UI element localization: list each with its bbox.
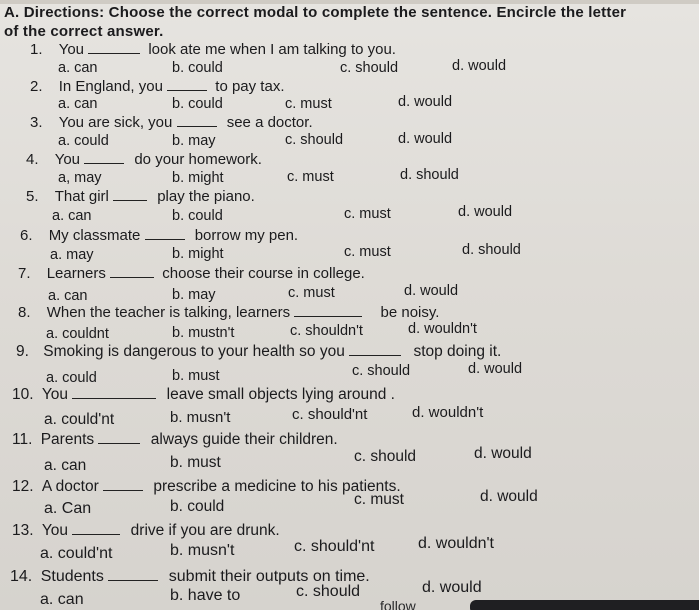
option-b[interactable]: b. mustn't [172, 325, 235, 341]
option-b[interactable]: b. may [172, 287, 216, 303]
option-a[interactable]: a. couldnt [46, 326, 109, 342]
question-text-end: drive if you are drunk. [130, 522, 280, 539]
question-2 [30, 78, 285, 95]
answer-blank[interactable] [88, 41, 140, 54]
question-text-start: Parents [40, 431, 95, 448]
question-number: 13. [12, 522, 34, 539]
question-number: 5. [26, 188, 39, 205]
question-text-start: You [54, 151, 80, 168]
question-number: 14. [10, 568, 33, 585]
option-d[interactable]: d. would [468, 361, 523, 377]
option-a[interactable]: a. can [58, 60, 98, 76]
option-a[interactable]: a. could'nt [44, 411, 115, 428]
answer-blank[interactable] [103, 478, 143, 491]
option-b[interactable]: b. might [172, 170, 224, 186]
directions-line-2: of the correct answer. [4, 23, 164, 40]
option-d[interactable]: d. would [452, 58, 507, 74]
question-11 [12, 431, 338, 449]
answer-blank[interactable] [108, 568, 158, 581]
question-text-start: Students [40, 568, 104, 585]
answer-blank[interactable] [167, 78, 207, 91]
option-d[interactable]: d. would [404, 283, 459, 299]
answer-blank[interactable] [98, 431, 140, 444]
question-text-start: A doctor [41, 478, 99, 495]
option-d[interactable]: d. would [458, 204, 513, 220]
question-text-start: You [41, 522, 69, 539]
option-a[interactable]: a. can [44, 457, 87, 474]
option-c[interactable]: c. should [296, 583, 361, 600]
option-b[interactable]: b. must [172, 368, 220, 384]
question-4 [26, 151, 262, 168]
question-text-end: choose their course in college. [162, 265, 365, 282]
dark-overlay-strip [470, 600, 699, 610]
question-9 [16, 343, 501, 361]
question-6 [20, 227, 298, 244]
question-3 [30, 114, 313, 131]
option-b[interactable]: b. might [172, 246, 224, 262]
option-c[interactable]: c. should [285, 132, 344, 148]
question-text-end: submit their outputs on time. [168, 568, 370, 585]
question-text-end: borrow my pen. [194, 227, 299, 244]
question-number: 10. [12, 386, 34, 403]
question-number: 6. [20, 227, 33, 244]
option-c[interactable]: c. shouldn't [290, 323, 363, 339]
option-c[interactable]: c. must [354, 491, 404, 508]
question-text-end: always guide their children. [150, 431, 338, 448]
option-c[interactable]: c. must [285, 96, 332, 112]
question-number: 7. [18, 265, 31, 282]
question-text-start: Smoking is dangerous to your health so you [43, 343, 345, 360]
question-text-end: play the piano. [157, 188, 255, 205]
question-text-end: see a doctor. [226, 114, 313, 131]
option-c[interactable]: c. must [344, 206, 391, 222]
option-d[interactable]: d. should [400, 167, 459, 183]
option-c[interactable]: c. should'nt [292, 406, 368, 423]
option-c[interactable]: c. should'nt [294, 538, 375, 555]
question-12 [12, 478, 401, 496]
question-text-end: do your homework. [134, 151, 262, 168]
answer-blank[interactable] [110, 265, 154, 278]
option-d[interactable]: d. would [480, 488, 538, 505]
question-1 [30, 41, 396, 58]
question-number: 11. [12, 431, 33, 448]
option-b[interactable]: b. musn't [170, 409, 231, 426]
answer-blank[interactable] [72, 522, 120, 535]
question-text-start: Learners [46, 265, 106, 282]
option-a[interactable]: a. can [40, 591, 84, 608]
question-text-start: You [41, 386, 69, 403]
question-text-end: look ate me when I am talking to you. [148, 41, 396, 58]
answer-blank[interactable] [84, 151, 124, 164]
question-number: 9. [16, 343, 29, 360]
answer-blank[interactable] [294, 304, 362, 317]
answer-blank[interactable] [72, 386, 156, 399]
question-5 [26, 188, 255, 205]
question-text-start: You [58, 41, 84, 58]
question-number: 8. [18, 304, 31, 321]
option-b[interactable]: b. could [172, 96, 223, 112]
option-a[interactable]: a, may [58, 170, 102, 186]
option-b[interactable]: b. may [172, 133, 216, 149]
question-8 [18, 304, 439, 321]
option-b[interactable]: b. must [170, 454, 221, 471]
option-d[interactable]: d. should [462, 242, 521, 258]
option-a[interactable]: a. may [50, 247, 94, 263]
question-number: 2. [30, 78, 43, 95]
option-a[interactable]: a. could [46, 370, 97, 386]
option-d[interactable]: d. would [398, 131, 453, 147]
option-c[interactable]: c. should [354, 448, 417, 465]
answer-blank[interactable] [349, 343, 401, 356]
question-7 [18, 265, 365, 282]
cut-off-text: follow [380, 598, 416, 610]
option-b[interactable]: b. could [172, 208, 223, 224]
question-text-start: In England, you [58, 78, 163, 95]
question-text-start: That girl [54, 188, 109, 205]
option-d[interactable]: d. would [398, 94, 453, 110]
question-number: 3. [30, 114, 43, 131]
option-d[interactable]: d. would [422, 579, 482, 596]
option-d[interactable]: d. wouldn't [408, 321, 477, 337]
option-b[interactable]: b. could [172, 60, 223, 76]
option-c[interactable]: c. must [287, 169, 334, 185]
option-b[interactable]: b. musn't [170, 542, 235, 559]
option-b[interactable]: b. have to [170, 587, 241, 604]
answer-blank[interactable] [145, 227, 185, 240]
question-text-start: My classmate [48, 227, 141, 244]
question-text-start: When the teacher is talking, learners [46, 304, 291, 321]
option-a[interactable]: a. could'nt [40, 545, 113, 562]
option-c[interactable]: c. should [352, 363, 411, 379]
option-c[interactable]: c. should [340, 60, 399, 76]
question-10 [12, 386, 395, 404]
option-a[interactable]: a. can [52, 208, 92, 224]
question-text-end: leave small objects lying around . [166, 386, 395, 403]
question-text-end: to pay tax. [215, 78, 285, 95]
question-number: 1. [30, 41, 43, 58]
option-a[interactable]: a. can [58, 96, 98, 112]
option-d[interactable]: d. would [474, 445, 532, 462]
question-text-end: stop doing it. [413, 343, 502, 360]
option-a[interactable]: a. can [48, 288, 88, 304]
option-b[interactable]: b. could [170, 498, 225, 515]
question-text-end: be noisy. [380, 304, 440, 321]
question-text-end: prescribe a medicine to his patients. [153, 478, 401, 495]
option-a[interactable]: a. could [58, 133, 109, 149]
answer-blank[interactable] [177, 114, 217, 127]
option-c[interactable]: c. must [288, 285, 335, 301]
question-text-start: You are sick, you [58, 114, 173, 131]
answer-blank[interactable] [113, 188, 147, 201]
directions-line-1: A. Directions: Choose the correct modal to complete the sentence. Encircle the letter [4, 4, 627, 21]
option-d[interactable]: d. wouldn't [418, 535, 494, 552]
option-a[interactable]: a. Can [44, 500, 92, 517]
question-number: 12. [12, 478, 34, 495]
question-13 [12, 522, 280, 540]
question-number: 4. [26, 151, 39, 168]
option-d[interactable]: d. wouldn't [412, 404, 484, 421]
option-c[interactable]: c. must [344, 244, 391, 260]
